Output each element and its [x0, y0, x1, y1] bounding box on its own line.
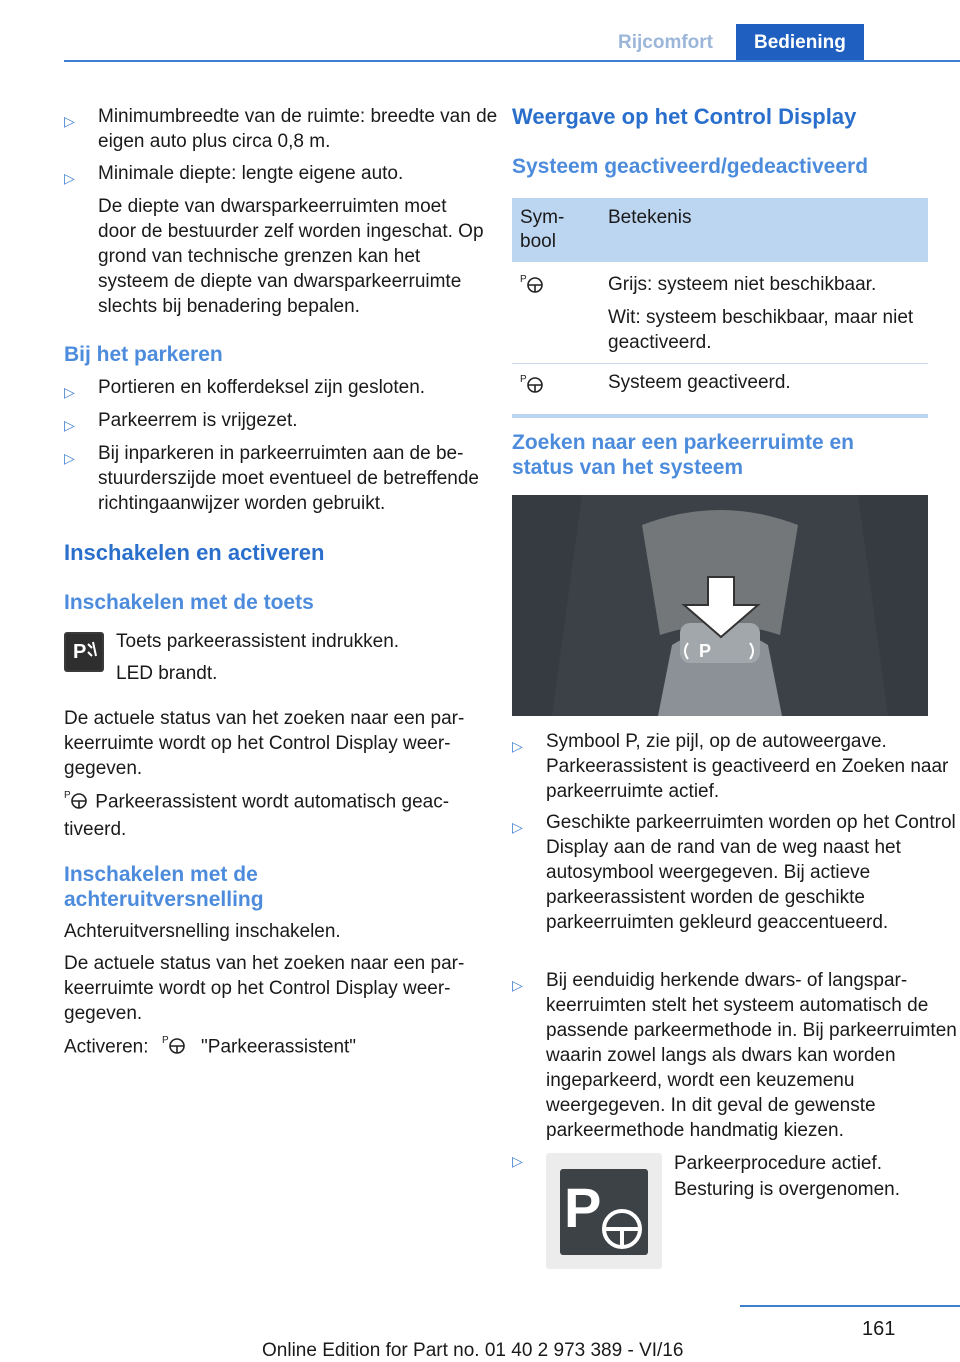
col-header-meaning: Betekenis — [608, 207, 692, 228]
svg-text:P: P — [161, 1035, 169, 1046]
svg-text:P: P — [564, 1176, 602, 1239]
screen-symbol-p: P — [699, 641, 712, 661]
table-cell-meaning: Systeem geactiveerd. — [608, 372, 791, 393]
park-assist-button-icon — [64, 632, 104, 672]
control-display-image — [512, 495, 928, 716]
svg-text:P: P — [520, 374, 527, 385]
bullet-triangle-icon: ▷ — [64, 450, 75, 466]
parking-procedure-icon — [546, 1153, 662, 1269]
heading-display: Weergave op het Control Display — [512, 104, 857, 129]
list-item: ▷ Symbool P, zie pijl, op de autoweergave. Parkeerassistent is geactiveerd en Zoeken naar parkeerruimte actief. — [512, 731, 949, 802]
heading-search: Zoeken naar een parkeerruimte en status van het systeem — [512, 431, 854, 479]
heading-enable: Inschakelen en activeren — [64, 540, 325, 565]
procedure-active: Parkeerprocedure actief. — [674, 1153, 883, 1174]
footer-rule — [740, 1305, 960, 1307]
tab-bediening[interactable]: Bediening — [736, 24, 864, 62]
list-item: ▷ Bij inparkeren in parkeerruimten aan de bestuurderszijde moet eventueel de betreffende richtingaanwijzer worden gebruikt. — [64, 443, 479, 514]
svg-text:P: P — [73, 641, 87, 663]
svg-text:P: P — [64, 790, 71, 801]
list-item: ▷ Bij eenduidig herkende dwars- of langsparkeerruimten stelt het systeem automatisch de passende parkeermethode in. Bij parkeerruimten waarin zowel langs als dwars kan worden ingeparkeerd, wordt een keuzemenu weergegeven. In dit geval de gewenste parkeermethode handmatig kiezen. — [512, 970, 957, 1141]
reverse-instruction: Achteruitversnelling inschakelen. — [64, 921, 341, 942]
bullet-triangle-icon: ▷ — [64, 417, 75, 433]
bullet-triangle-icon: ▷ — [64, 113, 75, 129]
list-item: ▷ Minimumbreedte van de ruimte: breedte van de eigen auto plus circa 0,8 m. — [64, 106, 498, 152]
bullet-triangle-icon: ▷ — [512, 977, 523, 993]
steering-taken-over: Besturing is overgenomen. — [674, 1179, 901, 1200]
button-instruction: Toets parkeerassistent indrukken. — [116, 631, 400, 652]
led-note: LED brandt. — [116, 663, 218, 684]
table-cell-symbol — [512, 262, 600, 364]
list-item: ▷ Parkeerrem is vrijgezet. — [64, 408, 520, 433]
park-assist-symbol-icon — [520, 272, 546, 300]
list-item: ▷ Geschikte parkeerruimten worden op het Control Display aan de rand van de weg naast het autosymbool weergegeven. Bij actieve parkeerassistent worden de geschikte parkeerruimten gekleurd geaccentueerd. — [512, 812, 956, 933]
tab-rijcomfort[interactable]: Rijcomfort — [618, 32, 713, 53]
park-assist-symbol-icon — [64, 788, 90, 817]
col-header-symbol: Symbool — [520, 207, 565, 252]
list-item: ▷ Portieren en kofferdeksel zijn gesloten. — [64, 375, 520, 400]
park-assist-active-symbol-icon — [520, 372, 546, 400]
bullet-triangle-icon: ▷ — [64, 170, 75, 186]
heading-button: Inschakelen met de toets — [64, 591, 314, 614]
heading-system: Systeem geactiveerd/gedeactiveerd — [512, 155, 869, 178]
activate-line: Activeren: P "Parkeerassistent" — [64, 1033, 356, 1062]
depth-note: De diepte van dwarsparkeerruimten moet door de bestuurder zelf worden ingeschat. Op grond van technische grenzen kan het systeem de diepte van dwarsparkeerruimte slechts bij benadering bepalen. — [98, 196, 484, 317]
svg-text:P: P — [520, 274, 527, 285]
bullet-triangle-icon: ▷ — [512, 819, 523, 835]
table-cell-meaning: Grijs: systeem niet beschikbaar. Wit: systeem beschikbaar, maar niet geactiveerd. — [608, 274, 914, 353]
status-paragraph-2: De actuele status van het zoeken naar een parkeerruimte wordt op het Control Display weergegeven. — [64, 953, 465, 1024]
table-cell-symbol — [512, 364, 600, 417]
heading-reverse: Inschakelen met de achteruitversnelling — [64, 863, 264, 911]
park-assist-symbol-icon — [162, 1033, 188, 1062]
auto-activation-text: P Parkeerassistent wordt automatisch geactiveerd. — [64, 790, 450, 840]
page-number: 161 — [862, 1318, 896, 1340]
heading-parking: Bij het parkeren — [64, 343, 223, 366]
bullet-triangle-icon: ▷ — [512, 738, 523, 754]
edition-footer: Online Edition for Part no. 01 40 2 973 389 - VI/16 — [262, 1340, 684, 1361]
list-item: ▷ Minimale diepte: lengte eigene auto. — [64, 161, 520, 186]
status-paragraph: De actuele status van het zoeken naar een parkeerruimte wordt op het Control Display weergegeven. — [64, 708, 465, 779]
bullet-triangle-icon: ▷ — [64, 384, 75, 400]
bullet-triangle-icon: ▷ — [512, 1153, 523, 1169]
symbol-table — [512, 198, 928, 418]
header-rule — [64, 60, 960, 62]
